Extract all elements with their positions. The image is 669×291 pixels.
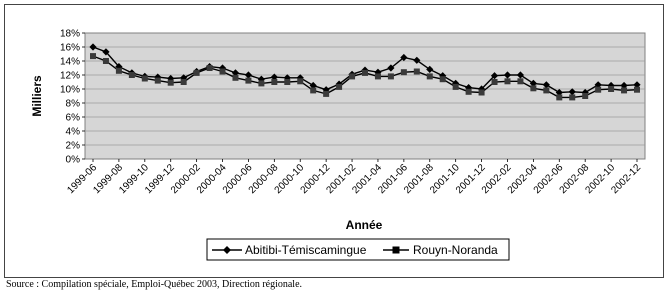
x-tick-label: 2001-04 bbox=[350, 162, 385, 197]
data-point-rouyn bbox=[466, 89, 472, 95]
data-point-rouyn bbox=[582, 93, 588, 99]
source-note: Source : Compilation spéciale, Emploi-Québec 2003, Direction régionale. bbox=[6, 279, 303, 290]
x-tick-label: 2000-06 bbox=[220, 162, 255, 197]
y-tick-label: 16% bbox=[59, 42, 80, 54]
y-tick-label: 14% bbox=[59, 56, 80, 68]
x-tick-label: 2002-08 bbox=[557, 162, 592, 197]
line-chart bbox=[5, 5, 665, 279]
x-tick-label: 2000-10 bbox=[272, 162, 307, 197]
y-tick-label: 12% bbox=[59, 70, 80, 82]
data-point-rouyn bbox=[621, 87, 627, 93]
data-point-rouyn bbox=[245, 78, 251, 84]
data-point-rouyn bbox=[453, 84, 459, 90]
data-point-rouyn bbox=[181, 79, 187, 85]
data-point-rouyn bbox=[155, 78, 161, 84]
data-point-rouyn bbox=[504, 78, 510, 84]
data-point-rouyn bbox=[297, 78, 303, 84]
x-tick-label: 1999-08 bbox=[91, 162, 126, 197]
x-tick-label: 2000-12 bbox=[298, 162, 333, 197]
y-tick-label: 2% bbox=[65, 140, 80, 152]
y-axis-title: Milliers bbox=[30, 75, 44, 117]
data-point-rouyn bbox=[414, 69, 420, 75]
x-tick-label: 2002-02 bbox=[479, 162, 514, 197]
y-tick-label: 6% bbox=[65, 112, 80, 124]
data-point-rouyn bbox=[375, 73, 381, 79]
data-point-rouyn bbox=[258, 80, 264, 86]
data-point-rouyn bbox=[194, 70, 200, 76]
data-point-rouyn bbox=[323, 91, 329, 97]
data-point-rouyn bbox=[608, 86, 614, 92]
data-point-rouyn bbox=[401, 69, 407, 75]
data-point-rouyn bbox=[388, 73, 394, 79]
y-tick-label: 18% bbox=[59, 28, 80, 40]
legend-label-rouyn: Rouyn-Noranda bbox=[413, 243, 498, 257]
data-point-rouyn bbox=[479, 90, 485, 96]
data-point-rouyn bbox=[220, 69, 226, 75]
data-point-rouyn bbox=[271, 79, 277, 85]
x-tick-label: 2001-12 bbox=[453, 162, 488, 197]
legend bbox=[207, 239, 509, 260]
x-tick-label: 2002-10 bbox=[583, 162, 618, 197]
x-tick-label: 2000-02 bbox=[169, 162, 203, 197]
x-tick-label: 1999-12 bbox=[143, 162, 177, 197]
chart-frame bbox=[4, 4, 664, 278]
x-tick-label: 2001-02 bbox=[324, 162, 359, 197]
data-point-rouyn bbox=[129, 72, 135, 78]
data-point-rouyn bbox=[517, 78, 523, 84]
x-tick-label: 2002-04 bbox=[505, 162, 540, 197]
y-tick-label: 10% bbox=[59, 84, 80, 96]
y-tick-label: 4% bbox=[65, 126, 80, 138]
x-tick-label: 2001-06 bbox=[376, 162, 410, 197]
data-point-rouyn bbox=[595, 87, 601, 93]
x-tick-label: 2000-08 bbox=[246, 162, 281, 197]
x-tick-label: 2002-12 bbox=[609, 162, 644, 197]
data-point-rouyn bbox=[90, 53, 96, 59]
data-point-rouyn bbox=[440, 76, 446, 82]
x-tick-label: 1999-06 bbox=[65, 162, 100, 197]
data-point-rouyn bbox=[349, 73, 355, 79]
data-point-rouyn bbox=[142, 76, 148, 82]
data-point-rouyn bbox=[543, 87, 549, 93]
data-point-rouyn bbox=[427, 73, 433, 79]
legend-marker-rouyn bbox=[393, 247, 400, 254]
data-point-rouyn bbox=[362, 70, 368, 76]
y-tick-label: 0% bbox=[65, 154, 80, 166]
data-point-rouyn bbox=[492, 79, 498, 85]
data-point-rouyn bbox=[232, 75, 238, 81]
x-tick-label: 2002-06 bbox=[531, 162, 566, 197]
data-point-rouyn bbox=[207, 65, 213, 71]
data-point-rouyn bbox=[116, 68, 122, 74]
x-tick-label: 2000-04 bbox=[194, 162, 229, 197]
data-point-rouyn bbox=[168, 80, 174, 86]
data-point-rouyn bbox=[310, 87, 316, 93]
y-tick-label: 8% bbox=[65, 98, 80, 110]
x-tick-label: 2001-08 bbox=[402, 162, 436, 197]
data-point-rouyn bbox=[336, 84, 342, 90]
data-point-rouyn bbox=[103, 58, 109, 64]
data-point-rouyn bbox=[634, 87, 640, 93]
y-axis-ticks bbox=[60, 29, 85, 166]
x-axis-title: Année bbox=[345, 218, 383, 232]
data-point-rouyn bbox=[530, 85, 536, 91]
data-point-rouyn bbox=[556, 94, 562, 100]
x-axis-ticks bbox=[65, 159, 643, 196]
x-tick-label: 1999-10 bbox=[117, 162, 151, 197]
x-tick-label: 2001-10 bbox=[428, 162, 462, 197]
data-point-rouyn bbox=[284, 79, 290, 85]
legend-label-abitibi: Abitibi-Témiscamingue bbox=[245, 243, 367, 257]
data-point-rouyn bbox=[569, 94, 575, 100]
